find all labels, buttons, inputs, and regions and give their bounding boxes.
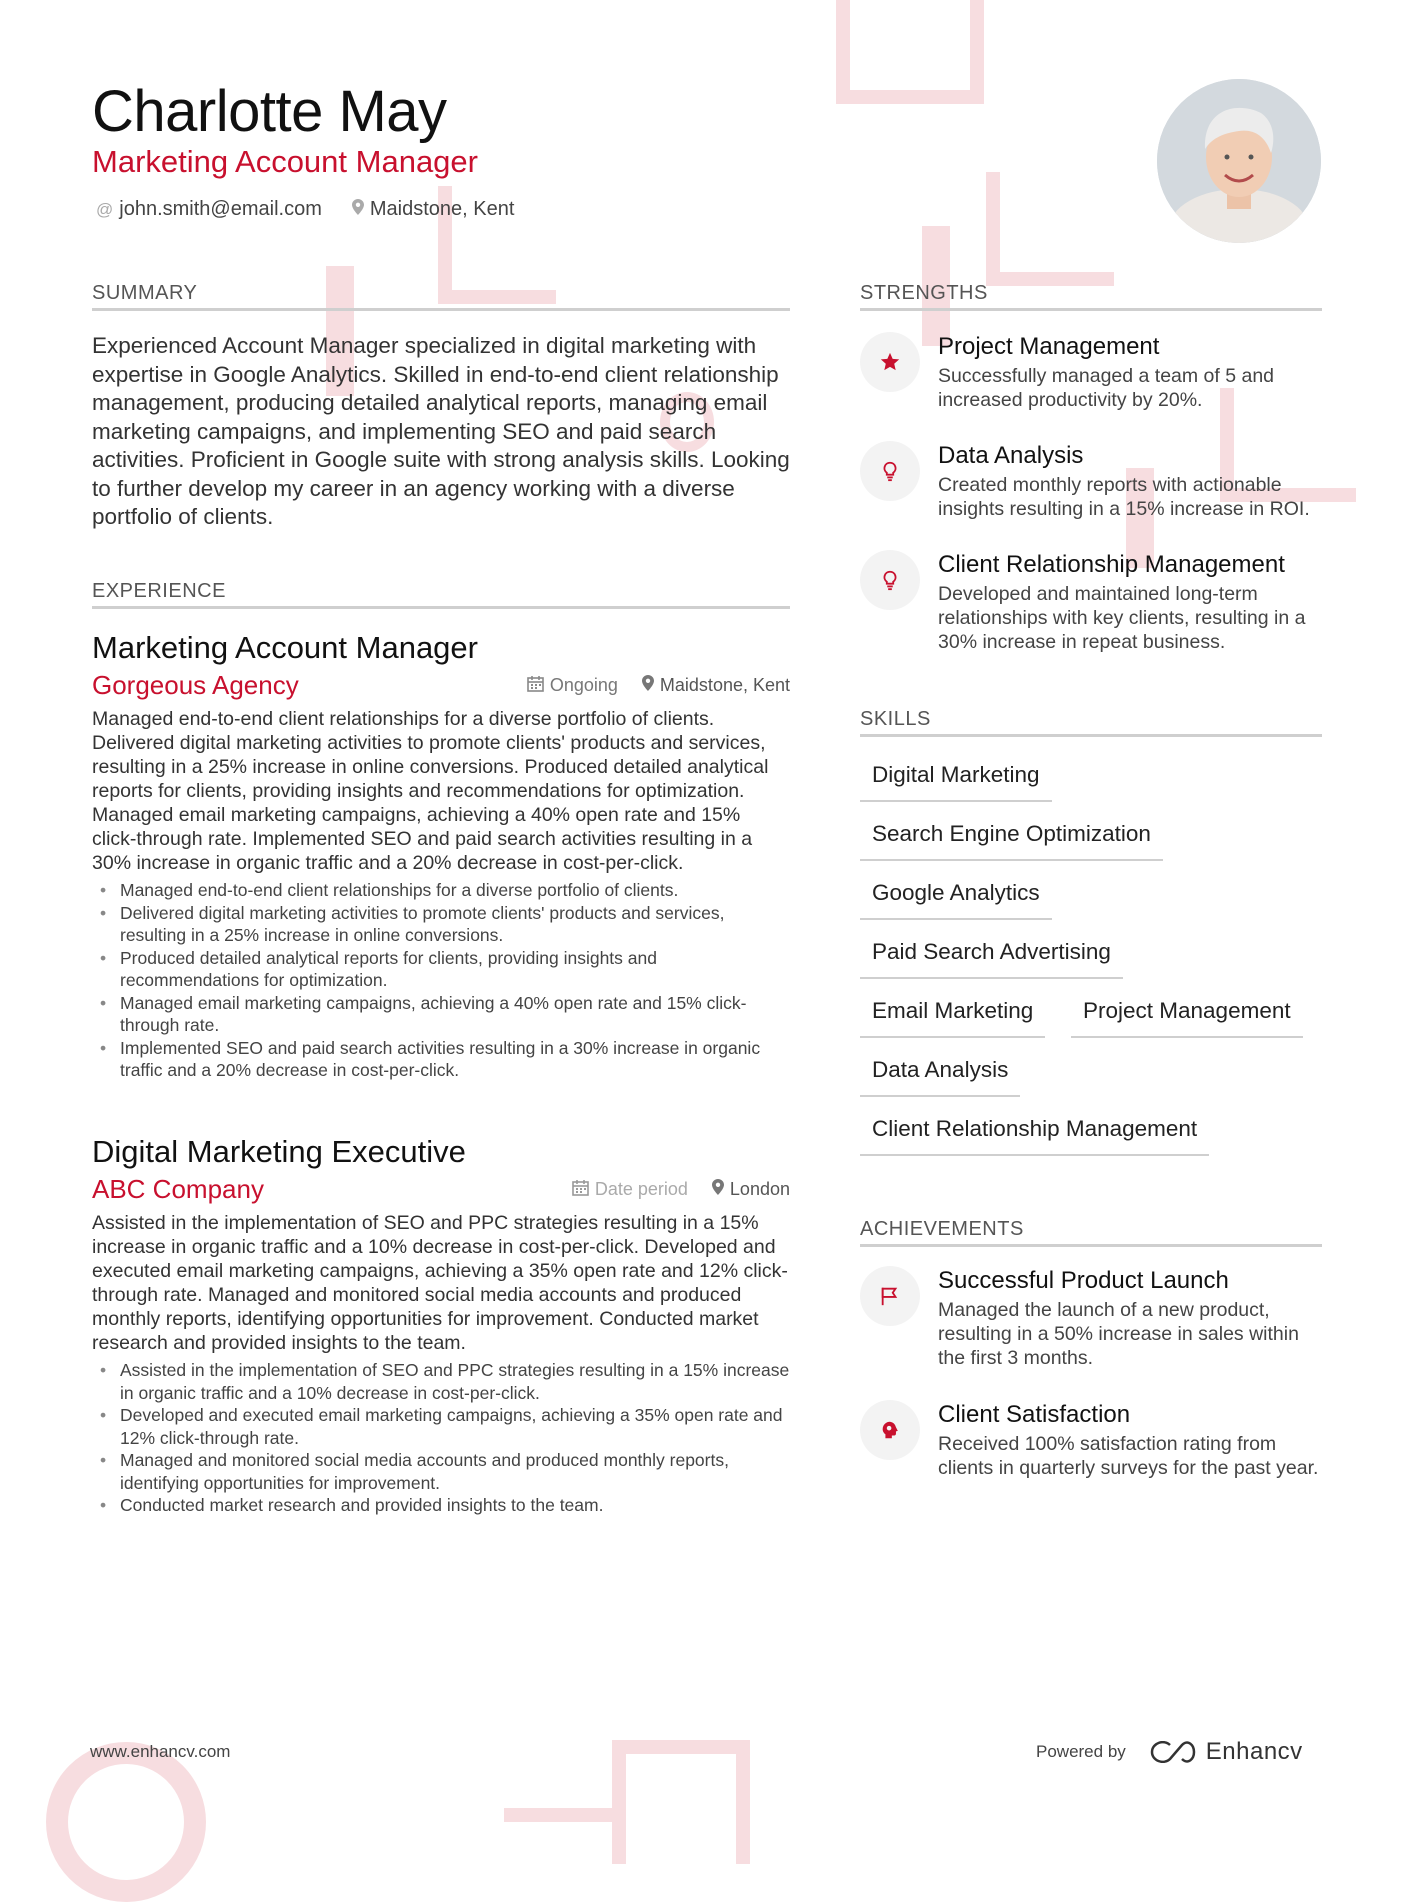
- enhancv-logo[interactable]: [1150, 1738, 1303, 1766]
- experience-entry: [92, 1134, 790, 1517]
- strengths-heading: STRENGTHS: [860, 282, 988, 304]
- job-bullet: • Delivered digital marketing activities to promote clients' products and services, resulting in a 25% increase in online conversions.: [92, 902, 790, 947]
- location-pin-icon: [642, 675, 654, 696]
- profile-photo: [1157, 79, 1321, 243]
- job-date: [527, 675, 618, 697]
- job-location-text: Maidstone, Kent: [659, 675, 790, 695]
- job-bullet: • Managed and monitored social media accounts and produced monthly reports, identifying opportunities for improvement.: [92, 1449, 790, 1494]
- lightbulb-icon: [860, 550, 920, 610]
- job-location: [642, 675, 790, 697]
- achievement-title: Client Satisfaction: [938, 1401, 1131, 1428]
- achievement-text: Received 100% satisfaction rating from clients in quarterly surveys for the past year.: [938, 1433, 1319, 1479]
- strength-title: Client Relationship Management: [938, 551, 1285, 578]
- job-meta: [572, 1179, 790, 1201]
- summary-text: Experienced Account Manager specialized in digital marketing with expertise in Google Analytics. Skilled in end-to-end client relationship management, producing detailed analytical reports, managing email marketing campaigns, and implementing SEO and paid search activities. Proficient in Google suite with strong analysis skills. Looking to further develop my career in an agency working with a diverse portfolio of clients.: [92, 333, 790, 529]
- job-company: ABC Company: [92, 1174, 264, 1204]
- decor-shape: [46, 1742, 206, 1902]
- skill-tag: Client Relationship Management: [860, 1116, 1209, 1156]
- job-company: Gorgeous Agency: [92, 670, 299, 700]
- experience-entry: [92, 630, 790, 1082]
- decor-shape: [836, 0, 984, 104]
- skill-tag: Email Marketing: [860, 998, 1045, 1038]
- location-pin-icon: [712, 1179, 724, 1200]
- decor-shape: [504, 1808, 612, 1852]
- job-bullet: • Managed email marketing campaigns, achieving a 40% open rate and 15% click-through rate.: [92, 992, 790, 1037]
- location-pin-icon: [352, 199, 364, 220]
- achievement-text: Managed the launch of a new product, resulting in a 50% increase in sales within the first 3 months.: [938, 1299, 1299, 1369]
- summary-divider: [92, 308, 790, 311]
- strength-text: Created monthly reports with actionable insights resulting in a 15% increase in ROI.: [938, 474, 1310, 520]
- job-date-text: Ongoing: [549, 675, 618, 695]
- strength-item: [860, 550, 1324, 654]
- job-bullets: [92, 1359, 790, 1517]
- job-title: Digital Marketing Executive: [92, 1134, 466, 1169]
- strength-text: Successfully managed a team of 5 and increased productivity by 20%.: [938, 365, 1275, 411]
- calendar-icon: [527, 675, 544, 697]
- strength-title: Project Management: [938, 333, 1160, 360]
- achievement-item: [860, 1266, 1324, 1370]
- job-location-text: London: [729, 1179, 790, 1199]
- head-brain-icon: [860, 1400, 920, 1460]
- job-bullet: • Produced detailed analytical reports for clients, providing insights and recommendations for optimization.: [92, 947, 790, 992]
- candidate-title: Marketing Account Manager: [92, 144, 478, 179]
- contact-email[interactable]: [96, 198, 322, 221]
- strength-text: Developed and maintained long-term relationships with key clients, resulting in a 30% increase in repeat business.: [938, 583, 1306, 653]
- job-bullet: • Managed end-to-end client relationships for a diverse portfolio of clients.: [92, 879, 790, 902]
- at-icon: @: [96, 199, 114, 219]
- strengths-divider: [860, 308, 1322, 311]
- job-date: [572, 1179, 688, 1201]
- job-bullet: • Conducted market research and provided insights to the team.: [92, 1494, 790, 1517]
- email-text: john.smith@email.com: [119, 198, 322, 220]
- job-title: Marketing Account Manager: [92, 630, 478, 665]
- calendar-icon: [572, 1179, 589, 1201]
- skills-divider: [860, 734, 1322, 737]
- job-bullet: • Developed and executed email marketing campaigns, achieving a 35% open rate and 12% click-through rate.: [92, 1404, 790, 1449]
- skill-tag: Digital Marketing: [860, 762, 1052, 802]
- strength-title: Data Analysis: [938, 442, 1084, 469]
- job-description: Assisted in the implementation of SEO and PPC strategies resulting in a 15% increase in organic traffic and a 10% decrease in cost-per-click. Developed and executed email marketing campaigns, achieving a 35% open rate and 12% click-through rate. Managed and monitored social media accounts and produced monthly reports, identifying opportunities for improvement. Conducted market research and provided insights to the team.: [92, 1212, 788, 1354]
- skill-tag: Search Engine Optimization: [860, 821, 1163, 861]
- flag-icon: [860, 1266, 920, 1326]
- star-icon: [860, 332, 920, 392]
- strength-item: [860, 332, 1324, 412]
- job-bullet: • Implemented SEO and paid search activities resulting in a 30% increase in organic traffic and a 20% decrease in cost-per-click.: [92, 1037, 790, 1082]
- summary-heading: SUMMARY: [92, 282, 198, 304]
- enhancv-brand-text: Enhancv: [1205, 1738, 1303, 1765]
- candidate-name: Charlotte May: [92, 79, 447, 144]
- skill-tag: Paid Search Advertising: [860, 939, 1123, 979]
- powered-by-label: Powered by: [1036, 1742, 1126, 1761]
- strength-item: [860, 441, 1324, 521]
- achievements-divider: [860, 1244, 1322, 1247]
- decor-shape: [612, 1740, 750, 1864]
- job-description: Managed end-to-end client relationships for a diverse portfolio of clients. Delivered digital marketing activities to promote clients' products and services, resulting in a 25% increase in online conversions. Produced detailed analytical reports for clients, providing insights and recommendations for optimization. Managed email marketing campaigns, achieving a 40% open rate and 15% click-through rate. Implemented SEO and paid search activities resulting in a 30% increase in organic traffic and a 20% decrease in cost-per-click.: [92, 708, 769, 874]
- job-meta: [527, 675, 790, 697]
- achievement-title: Successful Product Launch: [938, 1267, 1229, 1294]
- job-bullets: [92, 879, 790, 1082]
- lightbulb-icon: [860, 441, 920, 501]
- skill-tag: Project Management: [1071, 998, 1303, 1038]
- decor-shape: [986, 172, 1114, 286]
- achievement-item: [860, 1400, 1324, 1480]
- skills-heading: SKILLS: [860, 708, 931, 730]
- enhancv-logo-icon: [1150, 1741, 1196, 1763]
- job-location: [712, 1179, 790, 1201]
- experience-divider: [92, 606, 790, 609]
- contact-location: [352, 198, 515, 221]
- skill-tag: Google Analytics: [860, 880, 1052, 920]
- job-date-text: Date period: [594, 1179, 688, 1199]
- experience-heading: EXPERIENCE: [92, 580, 226, 602]
- job-bullet: • Assisted in the implementation of SEO and PPC strategies resulting in a 15% increase in organic traffic and a 10% decrease in cost-per-click.: [92, 1359, 790, 1404]
- powered-by: [1036, 1738, 1303, 1766]
- location-text: Maidstone, Kent: [369, 198, 515, 220]
- achievements-heading: ACHIEVEMENTS: [860, 1218, 1024, 1240]
- footer-website-link[interactable]: www.enhancv.com: [90, 1742, 231, 1761]
- contact-info: [96, 198, 514, 221]
- skill-tag: Data Analysis: [860, 1057, 1020, 1097]
